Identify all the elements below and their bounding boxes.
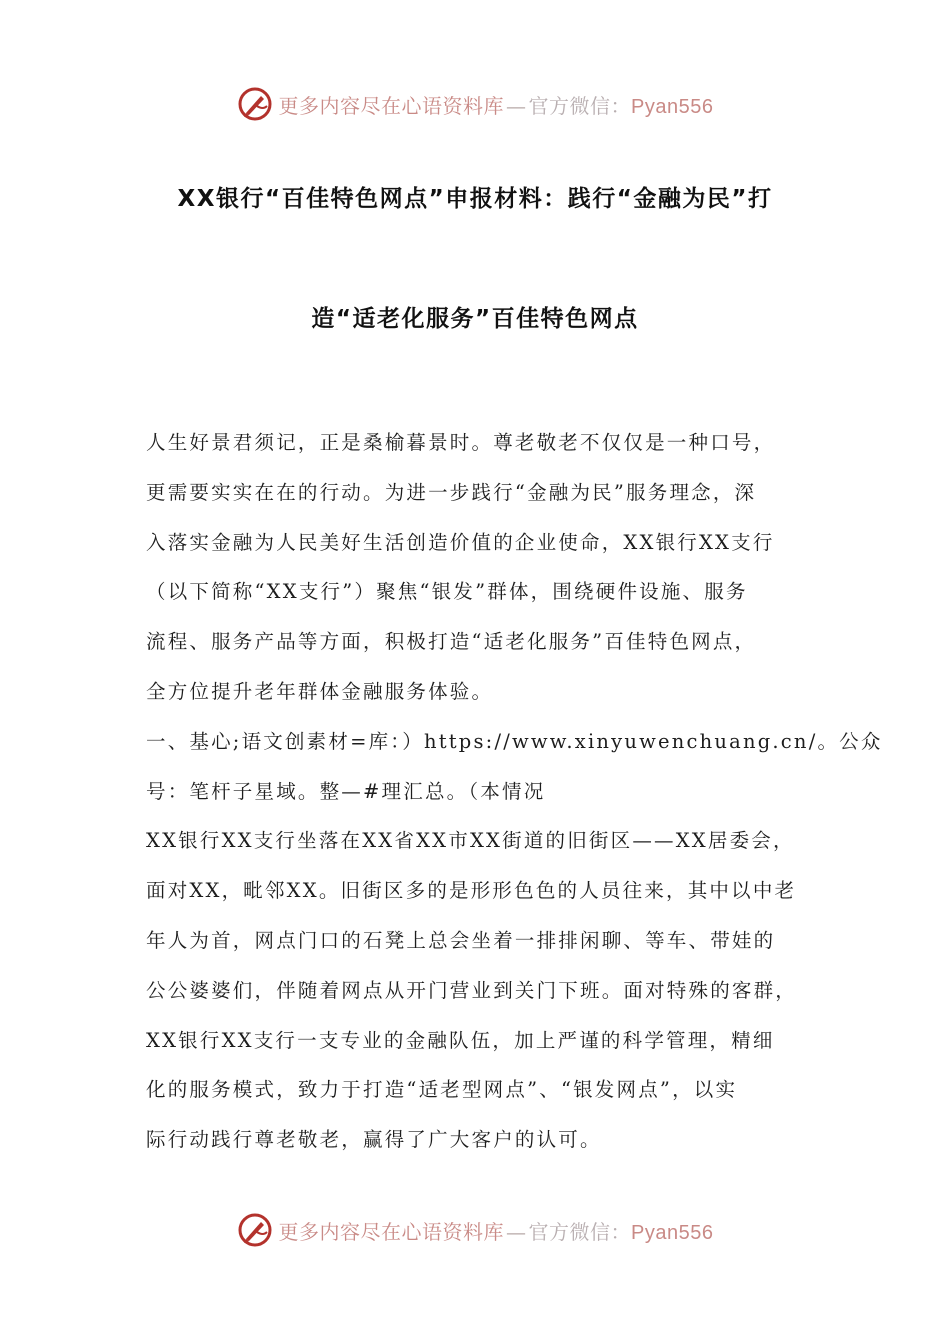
- body-line: 流程、服务产品等方面，积极打造“适老化服务”百佳特色网点，: [146, 630, 757, 654]
- body-line: 际行动践行尊老敬老，赢得了广大客户的认可。: [146, 1128, 602, 1152]
- body-line: 入落实金融为人民美好生活创造价值的企业使命，XX银行XX支行: [146, 530, 775, 554]
- body-line: 号：笔杆子星域。整—#理汇总。（本情况: [146, 779, 546, 803]
- banner-separator: —: [506, 93, 527, 118]
- body-line: 面对XX，毗邻XX。旧街区多的是形形色色的人员往来，其中以中老: [146, 879, 797, 903]
- body-line: 年人为首，网点门口的石凳上总会坐着一排排闲聊、等车、带娃的: [146, 928, 776, 952]
- document-body: [146, 418, 883, 1165]
- banner-wechat-id: Pyan556: [631, 1221, 714, 1244]
- header-watermark-banner: [0, 82, 950, 126]
- banner-wechat-id: Pyan556: [631, 95, 714, 118]
- pen-logo-icon: [237, 1212, 273, 1248]
- banner-wechat-label: 官方微信：: [528, 93, 632, 118]
- banner-text: [279, 90, 714, 119]
- body-line: 全方位提升老年群体金融服务体验。: [146, 679, 494, 703]
- banner-brand: 更多内容尽在心语资料库: [278, 1219, 505, 1244]
- banner-wechat-label: 官方微信：: [528, 1219, 632, 1244]
- body-line: 一、基心;语文创素材=库：）https://www.xinyuwenchuang.cn/。公众: [146, 729, 883, 753]
- banner-separator: —: [506, 1219, 527, 1244]
- body-line: 公公婆婆们，伴随着网点从开门营业到关门下班。面对特殊的客群，: [146, 978, 798, 1002]
- banner-brand: 更多内容尽在心语资料库: [278, 93, 505, 118]
- body-line: 人生好景君须记，正是桑榆暮景时。尊老敬老不仅仅是一种口号，: [146, 431, 776, 454]
- body-line: 更需要实实在在的行动。为进一步践行“金融为民”服务理念，深: [146, 480, 757, 504]
- document-title-line-1: XX银行“百佳特色网点”申报材料：践行“金融为民”打: [177, 186, 773, 212]
- banner-text: [279, 1216, 714, 1245]
- body-line: XX银行XX支行坐落在XX省XX市XX街道的旧街区——XX居委会，: [146, 829, 795, 853]
- document-title-line-2: 造“适老化服务”百佳特色网点: [311, 306, 639, 332]
- footer-watermark-banner: [0, 1208, 950, 1252]
- body-line: XX银行XX支行一支专业的金融队伍，加上严谨的科学管理，精细: [146, 1028, 775, 1052]
- pen-logo-icon: [237, 86, 273, 122]
- body-line: 化的服务模式，致力于打造“适老型网点”、“银发网点”，以实: [146, 1078, 738, 1102]
- body-line: （以下简称“XX支行”）聚焦“银发”群体，围绕硬件设施、服务: [146, 580, 748, 604]
